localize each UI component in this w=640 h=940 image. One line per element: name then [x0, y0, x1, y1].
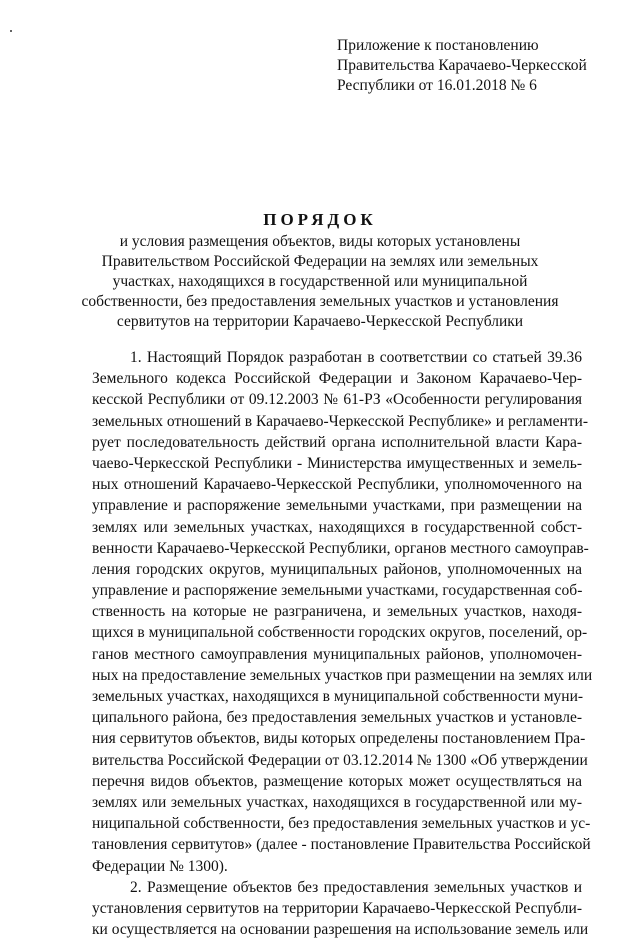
paragraph-line: венности Карачаево-Черкесской Республики, органов местного самоуправ-	[92, 539, 589, 557]
subtitle-line: сервитутов на территории Карачаево-Черкесской Республики	[116, 313, 524, 330]
appendix-line: Приложение к постановлению	[337, 37, 539, 54]
paragraph-line: ственность на которые не разграничена, и земельных участков, находя-	[92, 603, 582, 621]
paragraph-line: ганов местного самоуправления муниципальных районов, уполномочен-	[92, 645, 582, 663]
document-title: ПОРЯДОК	[263, 210, 377, 229]
subtitle-line: и условия размещения объектов, виды которых установлены	[119, 233, 521, 250]
subtitle-line: Правительством Российской Федерации на землях или земельных	[101, 253, 539, 270]
paragraph-line: перечня видов объектов, размещение которых может осуществляться на	[92, 772, 582, 790]
paragraph-line: установления сервитутов на территории Карачаево-Черкесской Республи-	[92, 899, 582, 917]
subtitle-line: участках, находящихся в государственной или муниципальной	[112, 273, 528, 290]
paragraph-line: чаево-Черкесской Республики - Министерства имущественных и земель-	[92, 454, 582, 472]
appendix-line: Республики от 16.01.2018 № 6	[337, 77, 537, 94]
appendix-line: Правительства Карачаево-Черкесской	[337, 57, 587, 74]
scan-speck	[10, 30, 12, 32]
paragraph-line: ления городских округов, муниципальных районов, уполномоченных на	[92, 560, 582, 578]
paragraph-line: землях или земельных участках, находящихся в государственной собст-	[92, 518, 582, 536]
appendix-note	[337, 36, 587, 96]
paragraph-line: рует последовательность действий органа исполнительной власти Кара-	[92, 433, 582, 451]
paragraph-line: 1. Настоящий Порядок разработан в соответствии со статьей 39.36	[130, 349, 582, 366]
paragraph-line: ния сервитутов объектов, виды которых определены постановлением Пра-	[92, 730, 586, 748]
paragraph-1	[92, 347, 593, 877]
paragraph-line: земельных отношений в Карачаево-Черкесской Республике» и регламенти-	[92, 412, 588, 430]
paragraph-line: Федерации № 1300).	[92, 857, 228, 875]
paragraph-line: ципального района, без предоставления земельных участков и установле-	[92, 709, 582, 727]
paragraph-line: ниципальной собственности, без предоставления земельных участков и ус-	[92, 815, 591, 833]
paragraph-line: кесской Республики от 09.12.2003 № 61-РЗ «Особенности регулирования	[92, 391, 582, 409]
paragraph-line: управление и распоряжение земельными участками, государственная соб-	[92, 582, 583, 600]
subtitle-line: собственности, без предоставления земельных участков и установления	[81, 293, 559, 310]
paragraph-line: вительства Российской Федерации от 03.12.2014 № 1300 «Об утверждении	[92, 751, 588, 769]
paragraph-line: ки осуществляется на основании разрешения на использование земель или	[92, 921, 589, 939]
paragraph-line: 2. Размещение объектов без предоставления земельных участков и	[130, 878, 582, 896]
paragraph-line: щихся в муниципальной собственности городских округов, поселений, ор-	[92, 624, 588, 642]
paragraph-line: ных отношений Карачаево-Черкесской Республики, уполномоченного на	[92, 476, 582, 494]
paragraph-2	[92, 877, 589, 940]
document-body	[92, 347, 593, 940]
paragraph-line: управление и распоряжение земельными участками, при размещении на	[92, 497, 582, 515]
document-subtitle	[60, 232, 580, 332]
paragraph-line: землях или земельных участках, находящихся в государственной или му-	[92, 793, 582, 811]
paragraph-line: земельных участках, находящихся в муниципальной собственности муни-	[92, 688, 584, 705]
paragraph-line: тановления сервитутов» (далее - постановление Правительства Российской	[92, 836, 591, 854]
paragraph-line: Земельного кодекса Российской Федерации и Законом Карачаево-Чер-	[92, 370, 582, 388]
paragraph-line: ных на предоставление земельных участков при размещении на землях или	[92, 666, 593, 684]
